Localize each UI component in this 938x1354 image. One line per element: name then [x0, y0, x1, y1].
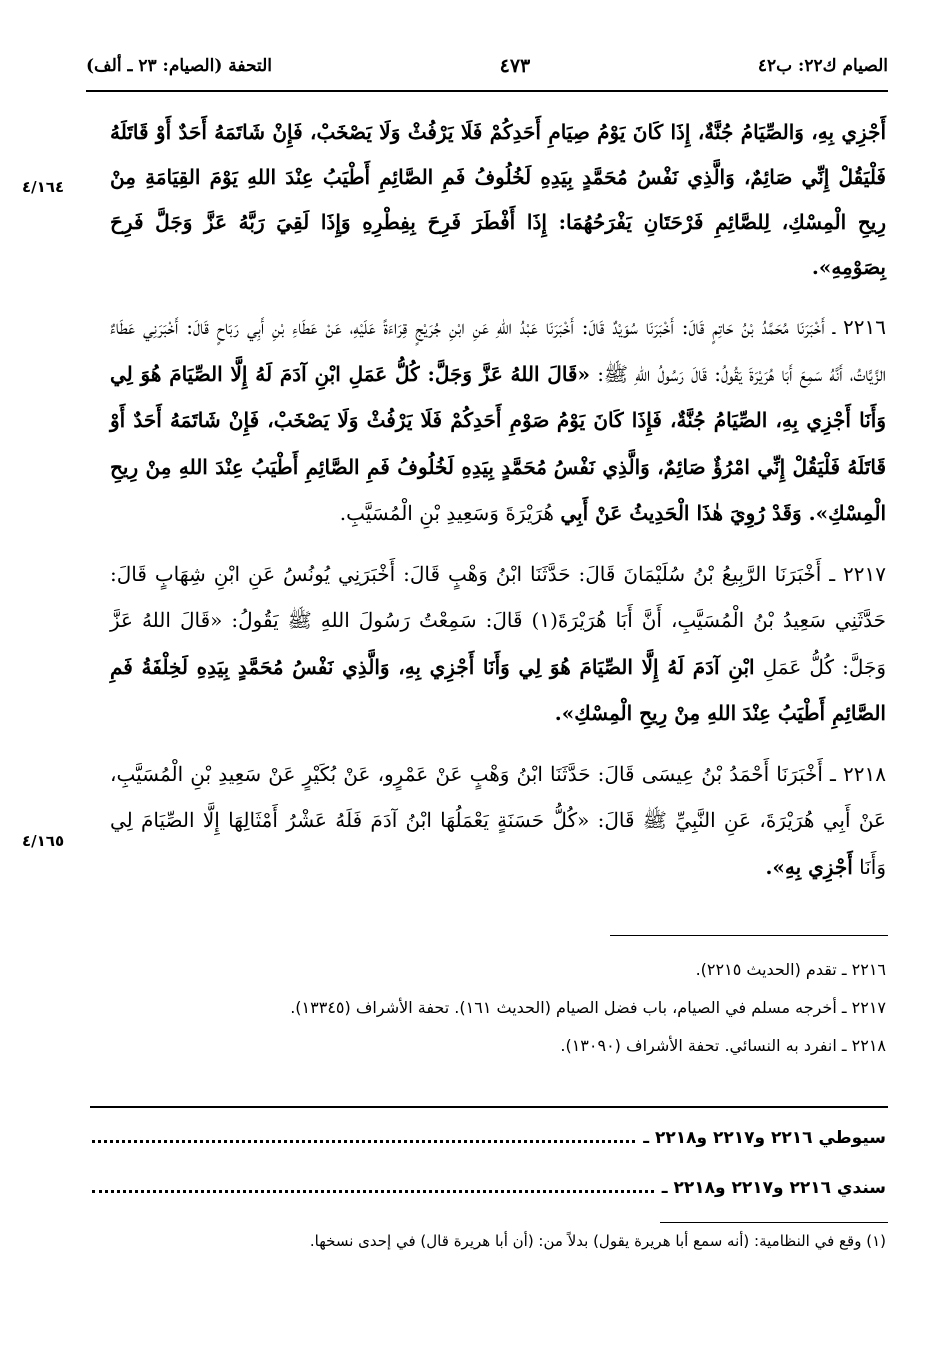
main-text [110, 110, 886, 904]
header-tuhfa-ref: التحفة (الصيام: ٢٣ ـ ألف) [86, 56, 272, 76]
note-2217: ٢٢١٧ ـ أخرجه مسلم في الصيام، باب فضل الصيام (الحديث ١٦١). تحفة الأشراف (١٣٣٤٥). [290, 998, 886, 1017]
suyuti-label: سيوطي ٢٢١٦ و٢٢١٧ و٢٢١٨ ـ [643, 1128, 886, 1148]
dot-leader [92, 1140, 635, 1143]
dot-leader [92, 1190, 654, 1193]
header-rule [86, 90, 888, 92]
notes-rule [610, 935, 888, 936]
sindi-label: سندي ٢٢١٦ و٢٢١٧ و٢٢١٨ ـ [661, 1178, 886, 1198]
margin-volume-ref-2: ٤/١٦٥ [22, 832, 65, 850]
sources-rule [90, 1106, 888, 1108]
suyuti-line [92, 1123, 886, 1153]
note-2216: ٢٢١٦ ـ تقدم (الحديث ٢٢١٥). [695, 960, 886, 979]
margin-volume-ref-1: ٤/١٦٤ [22, 178, 65, 196]
footnote-rule [660, 1222, 888, 1223]
page-header [86, 50, 888, 82]
header-book-ref: الصيام ك٢٢: ب٤٢ [757, 56, 888, 76]
takhrij-notes [110, 955, 886, 1069]
sindi-line [92, 1173, 886, 1203]
footnote-1: (١) وقع في النظامية: (أنه سمع أبا هريرة يقول) بدلاً من: (أن أبا هريرة قال) في إحدى نسخها. [309, 1232, 886, 1250]
hadith-2217: ٢٢١٧ ـ أَخْبَرَنَا الرَّبِيعُ بْنُ سُلَيْمَانَ قَالَ: حَدَّثَنَا ابْنُ وَهْبٍ قَالَ: أَخْبَرَنِي يُونُسُ عَنِ ابْنِ شِهَابٍ قَالَ: حَدَّثَنِي سَعِيدُ بْنُ الْمُسَيَّبِ، أَنَّ أَبَا هُرَيْرَةَ(١) قَالَ: سَمِعْتُ رَسُولَ اللهِ ﷺ يَقُولُ: «قَالَ اللهُ عَزَّ وَجَلَّ: كُلُّ عَمَلِ ابْنِ آدَمَ لَهُ إِلَّا الصِّيَامَ هُوَ لِي وَأَنَا أَجْزِي بِهِ، وَالَّذِي نَفْسُ مُحَمَّدٍ بِيَدِهِ لَخِلْفَةُ فَمِ الصَّائِمِ أَطْيَبُ عِنْدَ اللهِ مِنْ رِيحِ الْمِسْكِ». [110, 561, 886, 725]
hadith-continuation: أَجْزِي بِهِ، وَالصِّيَامُ جُنَّةٌ، إِذَا كَانَ يَوْمُ صِيَامِ أَحَدِكُمْ فَلَا يَرْفُثْ وَلَا يَصْخَبْ، فَإِنْ شَاتَمَهُ أَحَدٌ أَوْ قَاتَلَهُ فَلْيَقُلْ إِنِّي صَائِمٌ، وَالَّذِي نَفْسُ مُحَمَّدٍ بِيَدِهِ لَخُلُوفُ فَمِ الصَّائِمِ أَطْيَبُ عِنْدَ اللهِ يَوْمَ القِيَامَةِ مِنْ رِيحِ الْمِسْكِ، لِلصَّائِمِ فَرْحَتَانِ يَفْرَحُهُمَا: إِذَا أَفْطَرَ فَرِحَ بِفِطْرِهِ وَإِذَا لَقِيَ رَبَّهُ عَزَّ وَجَلَّ فَرِحَ بِصَوْمِهِ». [110, 120, 886, 279]
hadith-2218: ٢٢١٨ ـ أَخْبَرَنَا أَحْمَدُ بْنُ عِيسَى قَالَ: حَدَّثَنَا ابْنُ وَهْبٍ عَنْ عَمْرٍو، عَنْ بُكَيْرٍ عَنْ سَعِيدِ بْنِ الْمُسَيَّبِ، عَنْ أَبِي هُرَيْرَةَ، عَنِ النَّبِيِّ ﷺ قَالَ: «كُلُّ حَسَنَةٍ يَعْمَلُهَا ابْنُ آدَمَ فَلَهُ عَشْرُ أَمْثَالِهَا إِلَّا الصِّيَامَ لِي وَأَنَا أَجْزِي بِهِ». [110, 761, 886, 879]
page-number: ٤٧٣ [499, 55, 531, 77]
hadith-2216: ٢٢١٦ ـ أَخْبَرَنَا مُحَمَّدُ بْنُ حَاتِمٍ قَالَ: أَخْبَرَنَا سُوَيْدٌ قَالَ: أَخْبَرَنَا عَبْدُ اللهِ عَنِ ابْنِ جُرَيْجٍ قِرَاءَةً عَلَيْهِ، عَنْ عَطَاءِ بْنِ أَبِي رَبَاحٍ قَالَ: أَخْبَرَنِي عَطَاءٌ الزَّيَّاتُ، أَنَّهُ سَمِعَ أَبَا هُرَيْرَةَ يَقُولُ: قَالَ رَسُولُ اللهِ ﷺ: «قَالَ اللهُ عَزَّ وَجَلَّ: كُلُّ عَمَلِ ابْنِ آدَمَ لَهُ إِلَّا الصِّيَامَ هُوَ لِي وَأَنَا أَجْزِي بِهِ، الصِّيَامُ جُنَّةٌ، فَإِذَا كَانَ يَوْمُ صَوْمِ أَحَدِكُمْ فَلَا يَرْفُثْ وَلَا يَصْخَبْ، فَإِنْ شَاتَمَهُ أَحَدٌ أَوْ قَاتَلَهُ فَلْيَقُلْ إِنِّي امْرُؤٌ صَائِمٌ، وَالَّذِي نَفْسُ مُحَمَّدٍ بِيَدِهِ لَخُلُوفُ فَمِ الصَّائِمِ أَطْيَبُ عِنْدَ اللهِ مِنْ رِيحِ الْمِسْكِ». وَقَدْ رُوِيَ هٰذَا الْحَدِيثُ عَنْ أَبِي هُرَيْرَةَ وَسَعِيدِ بْنِ الْمُسَيَّبِ. [110, 315, 887, 525]
note-2218: ٢٢١٨ ـ انفرد به النسائي. تحفة الأشراف (١٣٠٩٠). [560, 1036, 886, 1055]
